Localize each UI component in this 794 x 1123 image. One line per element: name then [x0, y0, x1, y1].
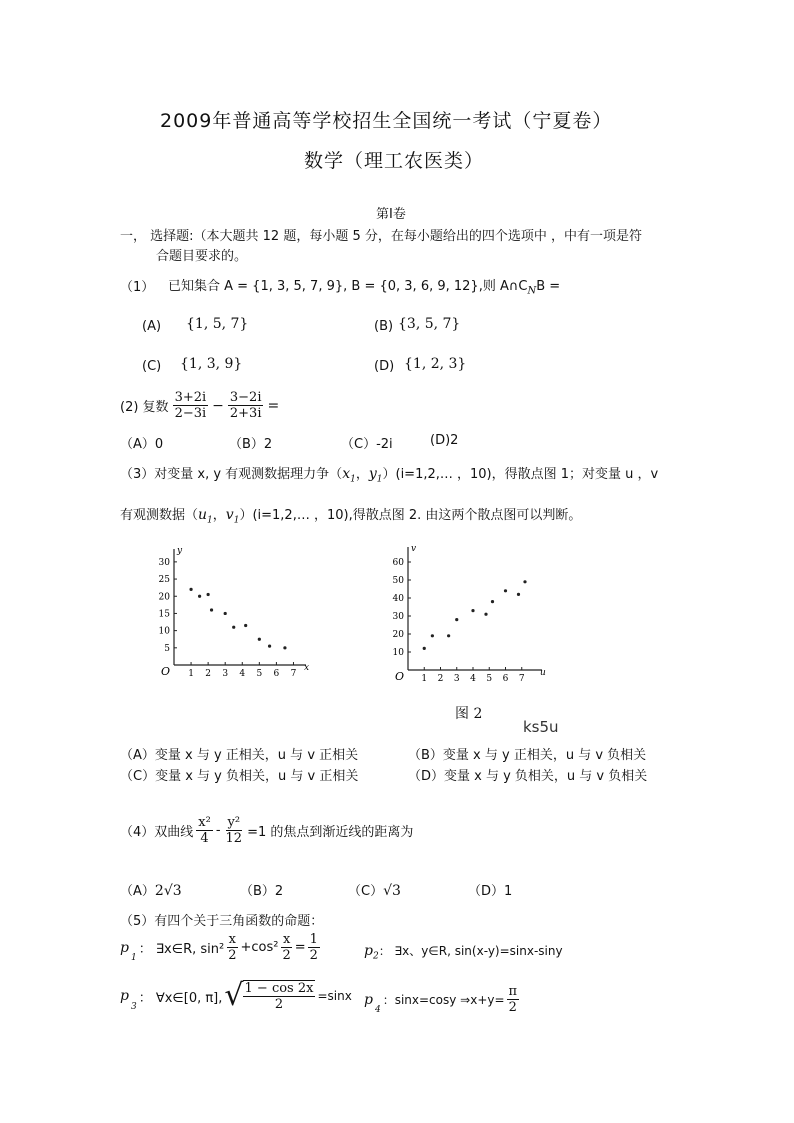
q1-subscript: N — [527, 285, 537, 297]
scatter1-x-tick-label: 2 — [205, 669, 212, 679]
scatter1-y-tick-label: 20 — [158, 592, 170, 603]
q5-p2 — [364, 942, 563, 962]
scatter2-point — [423, 647, 426, 650]
q4-f2-num: y² — [227, 815, 241, 830]
scatter1-point — [283, 646, 286, 649]
part-label: 第Ⅰ卷 — [376, 207, 406, 222]
q1-stem — [168, 275, 560, 297]
q1-option-c-value: {1, 3, 9} — [180, 356, 243, 372]
scatter1-point — [189, 588, 192, 591]
scatter2-x-tick-label: 5 — [486, 674, 493, 684]
q5-p3-root-num: 1 − cos 2x — [244, 981, 314, 996]
q4-f1-num: x² — [198, 815, 211, 830]
scatter2-x-tick-label: 2 — [437, 674, 444, 684]
q4-option-a-value: 2√3 — [154, 883, 182, 899]
q1-option-d-value: {1, 2, 3} — [404, 356, 467, 372]
scatter2-point — [517, 593, 520, 596]
page-title: 2009年普通高等学校招生全国统一考试（宁夏卷） — [160, 110, 613, 132]
scatter1-point — [224, 612, 227, 615]
scatter2-point — [523, 580, 526, 583]
q4-prefix: （4）双曲线 — [120, 825, 194, 840]
q5-p1 — [120, 932, 320, 963]
q4-option-c — [348, 880, 401, 899]
q1-text: 已知集合 A = {1, 3, 5, 7, 9}, B = {0, 3, 6, 9, 12},则 A∩C — [168, 279, 528, 294]
scatter1-origin-label: O — [161, 665, 171, 678]
scatter1-point — [258, 638, 261, 641]
q5-p1-frac3-den: 2 — [309, 948, 318, 963]
q5-p4 — [364, 984, 519, 1015]
q5-p1-frac2-den: 2 — [282, 948, 291, 963]
q5-p4-a: ：sinx=cosy ⇒x+y= — [382, 993, 505, 1007]
q4-stem — [120, 815, 413, 846]
scatter1-point — [244, 624, 247, 627]
q4-f2-den: 12 — [225, 831, 243, 846]
q4-option-b — [240, 880, 283, 899]
q2-stem — [120, 390, 279, 421]
scatter1-y-label: y — [177, 546, 183, 556]
q2-option-d: (D)2 — [430, 433, 459, 448]
q3-y1: y — [368, 466, 377, 482]
q2-minus: − — [212, 397, 224, 414]
scatter1-x-tick-label: 1 — [188, 669, 194, 679]
scatter1-point — [198, 595, 201, 598]
q5-p1-eq: = — [294, 940, 306, 955]
q1-option-b-label: (B) — [374, 319, 394, 334]
q2-equals: = — [267, 397, 280, 414]
scatter-plot-2 — [380, 540, 550, 690]
scatter2-point — [431, 634, 434, 637]
scatter2-y-tick-label: 60 — [392, 558, 404, 568]
q5-p1-label: p — [120, 939, 129, 956]
q5-p1-a: ： ∃x∈R, sin² — [138, 942, 225, 957]
scatter2-x-tick-label: 1 — [421, 674, 428, 684]
q5-p3-tail: =sinx — [317, 989, 352, 1003]
scatter2-y-tick-label: 10 — [392, 648, 404, 658]
q5-p3-root-frac — [243, 980, 316, 1012]
q5-p3-sub: 3 — [130, 1002, 137, 1012]
q1-option-c-label: (C) — [142, 359, 162, 374]
q2-fraction-1 — [173, 390, 209, 421]
scatter1-y-tick-label: 30 — [158, 557, 170, 568]
q3-sep1: ， — [355, 467, 369, 482]
scatter1-x-tick-label: 5 — [256, 669, 263, 679]
scatter2-x-tick-label: 6 — [502, 674, 509, 684]
q4-option-c-label: （C） — [348, 884, 384, 899]
q4-suffix: =1 的焦点到渐近线的距离为 — [247, 825, 414, 840]
q2-option-a: （A）0 — [120, 437, 164, 452]
scatter1-x-label: x — [304, 663, 310, 673]
q5-p4-frac-num: π — [508, 984, 518, 999]
q4-f1-den: 4 — [200, 831, 209, 846]
q1-option-a-label: (A) — [142, 319, 162, 334]
scatter1-x-tick-label: 3 — [222, 669, 229, 679]
q3-option-a: （A）变量 x 与 y 正相关，u 与 v 正相关 — [120, 748, 359, 763]
q3-y1-sub: 1 — [376, 474, 383, 485]
scatter1-x-tick-label: 4 — [239, 669, 246, 679]
q5-p1-frac3 — [308, 932, 320, 963]
q4-option-b-label: （B） — [240, 884, 275, 899]
q5-p4-frac — [507, 984, 520, 1015]
q5-p4-sub: 4 — [374, 1005, 381, 1015]
q3-x1: x — [342, 466, 351, 482]
q4-option-b-value: 2 — [274, 884, 284, 899]
q4-minus: - — [215, 823, 221, 838]
q5-p3-label: p — [120, 988, 129, 1004]
section-instructions-line2: 合题目要求的。 — [156, 249, 248, 264]
q5-p1-sub: 1 — [130, 953, 137, 963]
figure-2-caption: 图 2 — [455, 706, 483, 722]
q5-p1-frac2 — [280, 932, 292, 963]
scatter1-y-tick-label: 25 — [158, 575, 170, 586]
q4-option-d — [468, 880, 512, 899]
scatter1-y-tick-label: 10 — [158, 626, 170, 637]
q2-f2-num: 3−2i — [229, 390, 262, 405]
q3-line2-c: ,得散点图 2. 由这两个散点图可以判断。 — [348, 508, 582, 523]
q5-p1-frac2-num: x — [282, 932, 291, 947]
scatter1-point — [232, 626, 235, 629]
scatter2-y-tick-label: 40 — [392, 594, 404, 604]
q5-p4-frac-den: 2 — [508, 1000, 517, 1015]
q2-f1-num: 3+2i — [174, 390, 207, 405]
q3-option-d: （D）变量 x 与 y 负相关，u 与 v 负相关 — [408, 769, 648, 784]
q4-option-d-value: 1 — [504, 884, 513, 899]
scatter-plot-1 — [150, 540, 315, 685]
scatter2-y-tick-label: 30 — [392, 612, 404, 622]
q4-option-c-value: √3 — [383, 883, 401, 899]
scatter2-y-tick-label: 50 — [392, 576, 404, 586]
sqrt-icon: √ — [224, 978, 244, 1013]
q4-fraction-1 — [196, 815, 213, 846]
q3-v1: v — [225, 507, 234, 523]
scatter2-x-tick-label: 7 — [518, 674, 525, 684]
q5-p2-label: p — [364, 943, 373, 959]
q5-p1-plus: +cos² — [240, 940, 279, 955]
q1-option-b-value: {3, 5, 7} — [398, 316, 461, 332]
q2-fraction-2 — [228, 390, 264, 421]
q3-u1: u — [198, 507, 208, 523]
q4-option-d-label: （D） — [468, 884, 505, 899]
section-instructions-line1: 一， 选择题:（本大题共 12 题，每小题 5 分，在每小题给出的四个选项中 ，中有一项是符 — [120, 229, 642, 244]
q3-option-c: （C）变量 x 与 y 负相关，u 与 v 正相关 — [120, 769, 359, 784]
q3-sep2: ， — [212, 508, 226, 523]
scatter2-point — [484, 613, 487, 616]
scatter1-x-tick-label: 7 — [290, 669, 297, 679]
q5-p1-frac1 — [226, 932, 238, 963]
q2-f2-den: 2+3i — [229, 406, 262, 421]
scatter1-y-tick-label: 5 — [164, 643, 170, 654]
watermark: ks5u — [523, 718, 559, 736]
q3-x1-sub: 1 — [350, 474, 356, 485]
scatter2-x-label: u — [540, 668, 546, 678]
q3-line2-b: ）(i=1,2,… ，10) — [239, 508, 349, 523]
q4-option-a-label: （A） — [120, 884, 155, 899]
q4-option-a — [120, 880, 182, 899]
scatter2-y-tick-label: 20 — [392, 630, 404, 640]
q2-prefix: (2) 复数 — [120, 400, 169, 415]
q3-line1-b: ）(i=1,2,… ，10)，得散点图 1；对变量 u ，v — [382, 467, 659, 482]
q5-p1-frac1-num: x — [228, 932, 237, 947]
q3-line2 — [120, 504, 581, 526]
q1-option-d-label: (D) — [374, 359, 395, 374]
q5-p4-label: p — [364, 991, 373, 1008]
scatter2-point — [447, 634, 450, 637]
scatter2-point — [471, 609, 474, 612]
q1-option-a-value: {1, 5, 7} — [186, 316, 249, 332]
q3-u1-sub: 1 — [207, 515, 213, 526]
q5-p2-sub: 2 — [372, 951, 379, 962]
page-subtitle: 数学（理工农医类） — [304, 150, 485, 172]
q2-f1-den: 2−3i — [174, 406, 207, 421]
q3-line1-a: （3）对变量 x, y 有观测数据理力争（ — [120, 467, 343, 482]
scatter1-point — [268, 644, 271, 647]
q5-p3-root-den: 2 — [274, 997, 284, 1012]
q2-option-c: （C）-2i — [341, 437, 393, 452]
q5-p3-a: ： ∀x∈[0, π], — [138, 990, 223, 1006]
q2-option-b: （B）2 — [229, 437, 273, 452]
scatter2-point — [491, 600, 494, 603]
scatter2-point — [504, 589, 507, 592]
scatter2-x-tick-label: 4 — [470, 674, 476, 684]
q3-line1 — [120, 463, 658, 485]
scatter2-point — [455, 618, 458, 621]
scatter1-point — [210, 608, 213, 611]
scatter2-origin-label: O — [395, 670, 405, 683]
scatter2-x-tick-label: 3 — [453, 674, 460, 684]
scatter1-point — [207, 593, 210, 596]
q5-p3 — [120, 980, 352, 1012]
scatter2-y-label: v — [411, 544, 417, 554]
q1-tail: B = — [536, 279, 561, 294]
q5-p2-text: ： ∃x、y∈R, sin(x-y)=sinx-siny — [378, 944, 563, 958]
q3-option-b: （B）变量 x 与 y 正相关，u 与 v 负相关 — [408, 748, 647, 763]
q4-fraction-2 — [224, 815, 245, 846]
scatter1-x-tick-label: 6 — [273, 669, 280, 679]
q5-header: （5）有四个关于三角函数的命题： — [120, 914, 324, 929]
q5-p1-frac1-den: 2 — [228, 948, 237, 963]
q3-line2-a: 有观测数据（ — [120, 508, 199, 523]
q3-v1-sub: 1 — [233, 515, 240, 526]
scatter1-y-tick-label: 15 — [158, 609, 170, 620]
q5-p1-frac3-num: 1 — [309, 932, 318, 947]
q1-number: （1） — [120, 280, 155, 295]
